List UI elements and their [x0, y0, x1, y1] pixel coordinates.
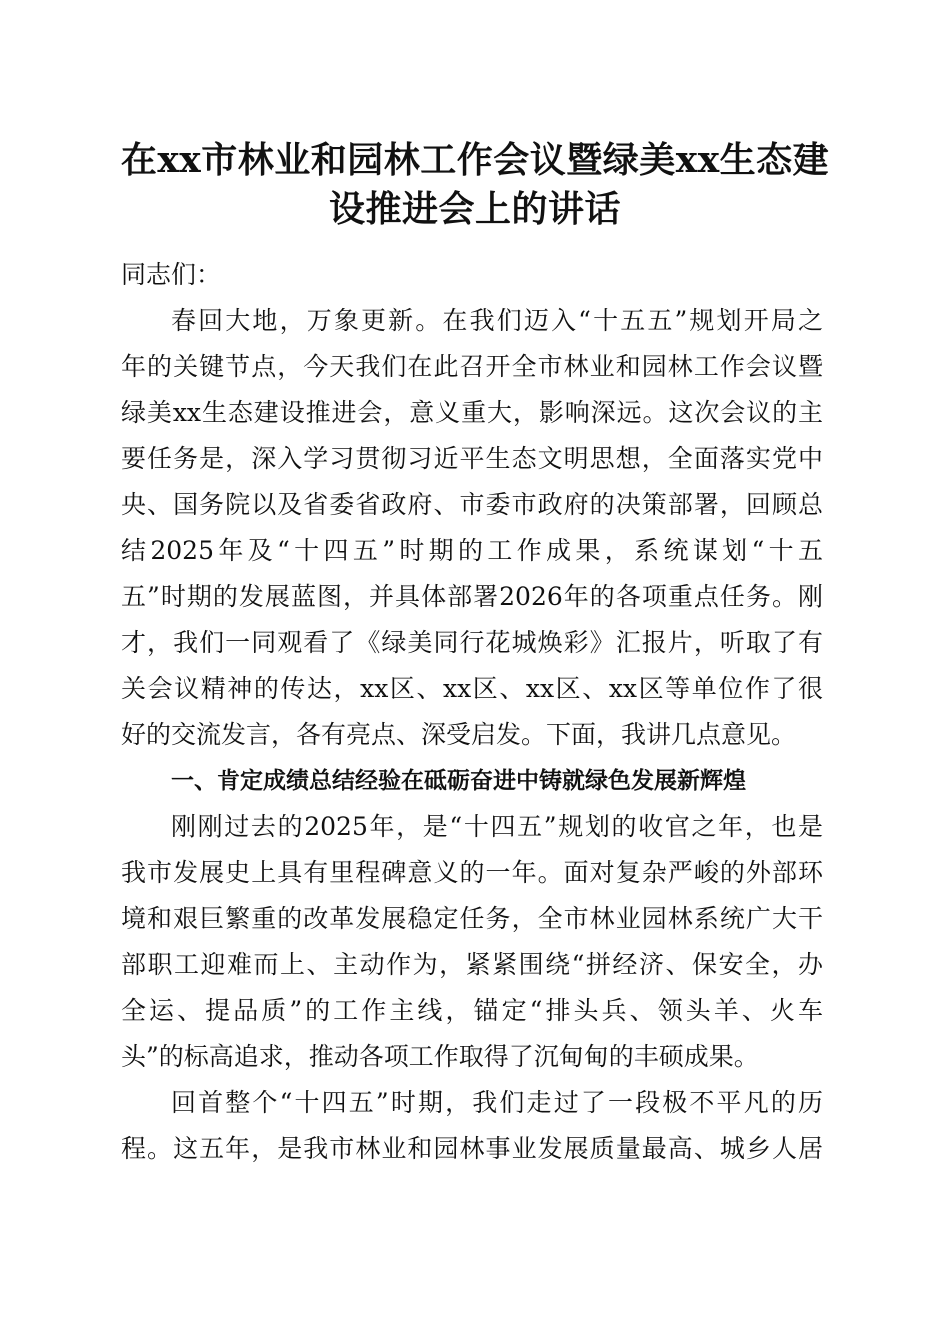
paragraph-line: 部职工迎难而上、主动作为，紧紧围绕“拼经济、保安全，办 [121, 950, 823, 979]
paragraph-line: 结2025年及“十四五”时期的工作成果，系统谋划“十五 [121, 536, 823, 565]
paragraph-line: 刚刚过去的2025年，是“十四五”规划的收官之年，也是 [171, 812, 823, 841]
paragraph-line: 我市发展史上具有里程碑意义的一年。面对复杂严峻的外部环 [121, 858, 823, 887]
paragraph-line: 境和艰巨繁重的改革发展稳定任务，全市林业园林系统广大干 [121, 904, 823, 933]
paragraph-line: 程。这五年，是我市林业和园林事业发展质量最高、城乡人居 [121, 1134, 823, 1163]
section1-paragraph-1 [121, 804, 823, 1080]
paragraph-line: 春回大地，万象更新。在我们迈入“十五五”规划开局之 [171, 306, 823, 335]
paragraph-line: 好的交流发言，各有亮点、深受启发。下面，我讲几点意见。 [121, 720, 797, 749]
section1-paragraph-2 [121, 1080, 823, 1172]
title-line-2: 设推进会上的讲话 [328, 188, 621, 230]
paragraph-line: 回首整个“十四五”时期，我们走过了一段极不平凡的历 [171, 1088, 823, 1117]
paragraph-line: 关会议精神的传达，xx区、xx区、xx区、xx区等单位作了很 [121, 674, 823, 703]
paragraph-line: 年的关键节点，今天我们在此召开全市林业和园林工作会议暨 [121, 352, 823, 381]
paragraph-line: 央、国务院以及省委省政府、市委市政府的决策部署，回顾总 [121, 490, 823, 519]
section-heading: 一、肯定成绩总结经验在砥砺奋进中铸就绿色发展新辉煌 [171, 768, 746, 794]
paragraph-line: 头”的标高追求，推动各项工作取得了沉甸甸的丰硕成果。 [121, 1042, 759, 1071]
paragraph-line: 要任务是，深入学习贯彻习近平生态文明思想，全面落实党中 [121, 444, 823, 473]
paragraph-line: 五”时期的发展蓝图，并具体部署2026年的各项重点任务。刚 [121, 582, 823, 611]
document-title [110, 136, 840, 234]
title-line-1: 在xx市林业和园林工作会议暨绿美xx生态建 [120, 139, 830, 181]
salutation: 同志们： [121, 260, 222, 289]
paragraph-line: 全运、提品质”的工作主线，锚定“排头兵、领头羊、火车 [121, 996, 823, 1025]
intro-paragraph [121, 298, 823, 758]
paragraph-line: 绿美xx生态建设推进会，意义重大，影响深远。这次会议的主 [121, 398, 823, 427]
paragraph-line: 才，我们一同观看了《绿美同行花城焕彩》汇报片，听取了有 [121, 628, 823, 657]
document-body [121, 252, 823, 1172]
